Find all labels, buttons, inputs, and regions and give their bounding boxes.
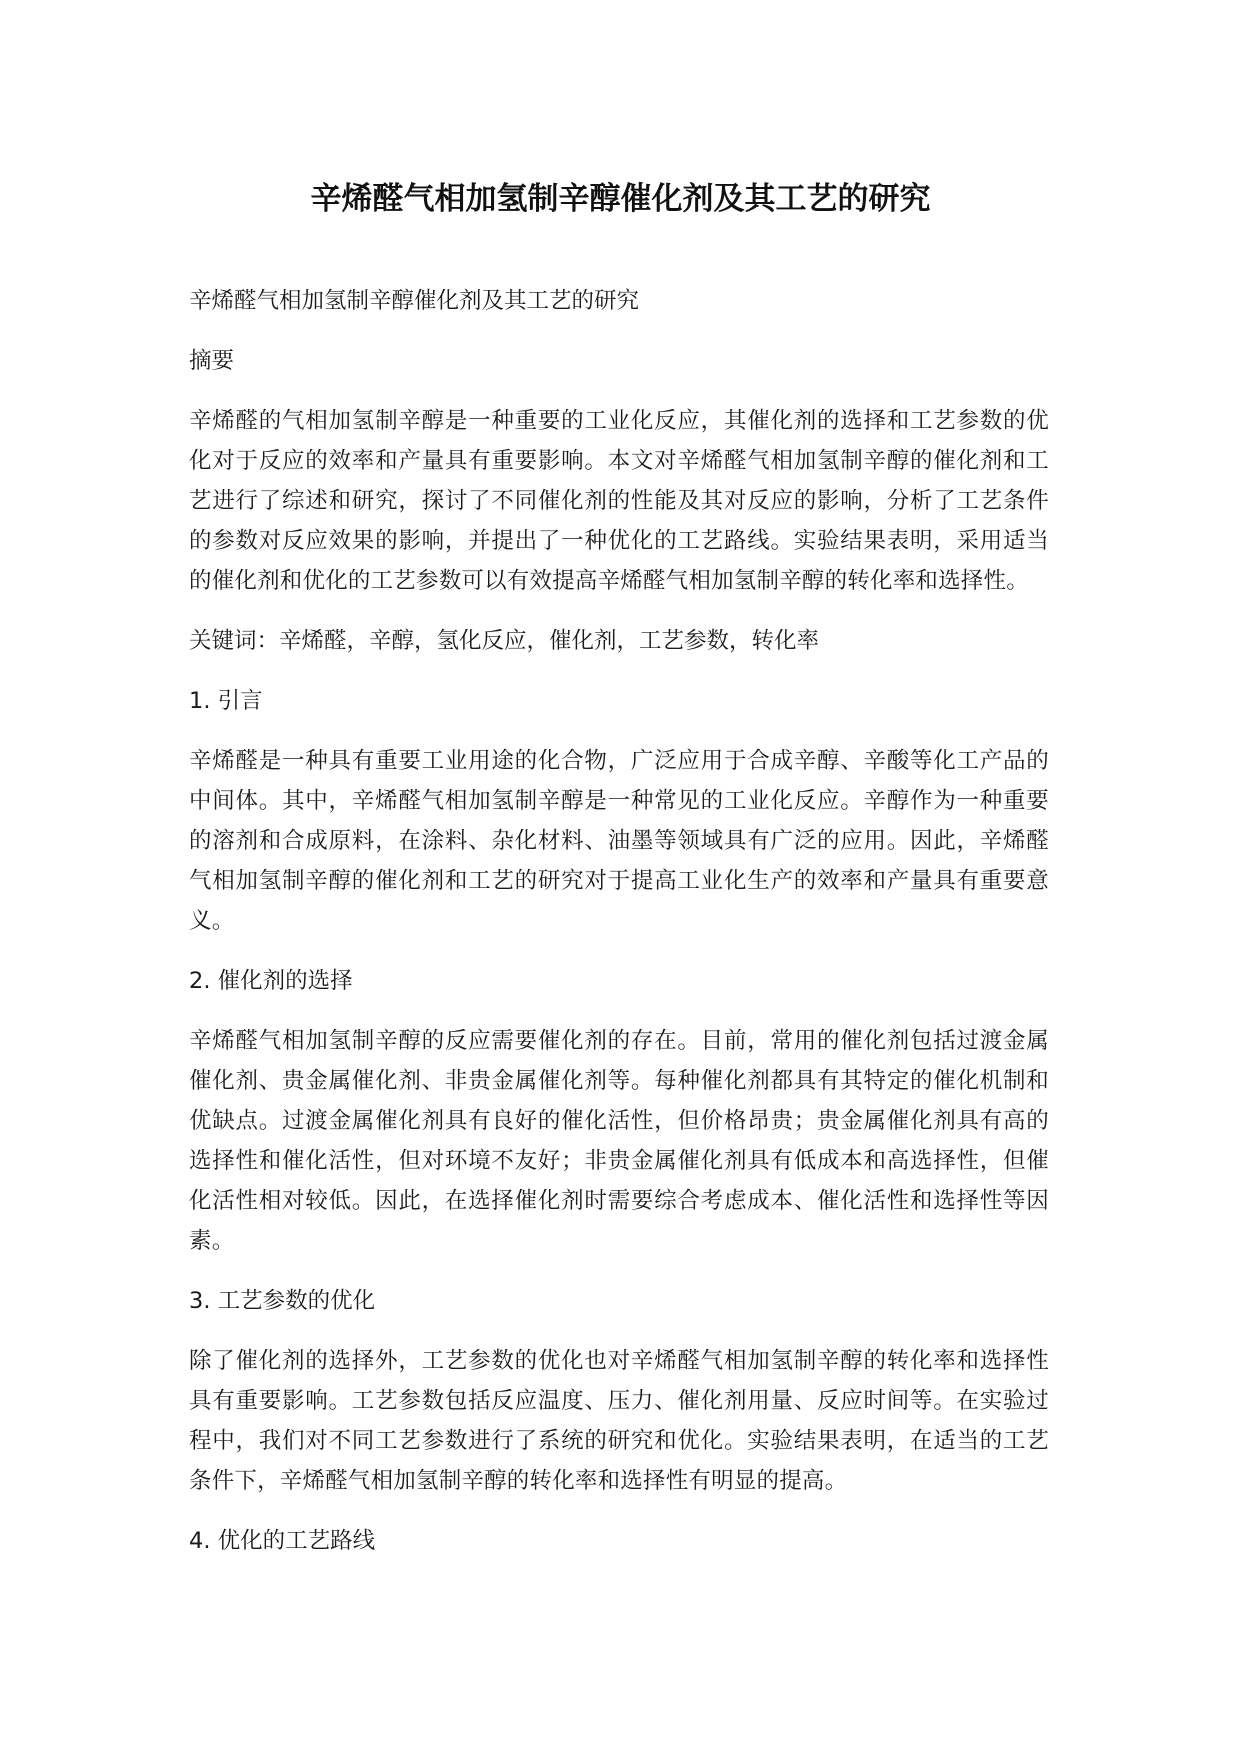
section-heading-catalyst-selection: 2. 催化剂的选择 xyxy=(189,968,353,994)
document-body xyxy=(189,281,1049,1581)
section-paragraph-introduction: 辛烯醛是一种具有重要工业用途的化合物，广泛应用于合成辛醇、辛酸等化工产品的中间体。其中，辛烯醛气相加氢制辛醇是一种常见的工业化反应。辛醇作为一种重要的溶剂和合成原料，在涂料、杂化材料、油墨等领域具有广泛的应用。因此，辛烯醛气相加氢制辛醇的催化剂和工艺的研究对于提高工业化生产的效率和产量具有重要意义。 xyxy=(189,748,1049,934)
document-subtitle: 辛烯醛气相加氢制辛醇催化剂及其工艺的研究 xyxy=(189,288,640,314)
section-paragraph-parameter-optimization: 除了催化剂的选择外，工艺参数的优化也对辛烯醛气相加氢制辛醇的转化率和选择性具有重要影响。工艺参数包括反应温度、压力、催化剂用量、反应时间等。在实验过程中，我们对不同工艺参数进行了系统的研究和优化。实验结果表明，在适当的工艺条件下，辛烯醛气相加氢制辛醇的转化率和选择性有明显的提高。 xyxy=(189,1348,1049,1494)
keywords-line: 关键词：辛烯醛，辛醇，氢化反应，催化剂，工艺参数，转化率 xyxy=(189,628,820,654)
section-paragraph-catalyst-selection: 辛烯醛气相加氢制辛醇的反应需要催化剂的存在。目前，常用的催化剂包括过渡金属催化剂、贵金属催化剂、非贵金属催化剂等。每种催化剂都具有其特定的催化机制和优缺点。过渡金属催化剂具有良好的催化活性，但价格昂贵；贵金属催化剂具有高的选择性和催化活性，但对环境不友好；非贵金属催化剂具有低成本和高选择性，但催化活性相对较低。因此，在选择催化剂时需要综合考虑成本、催化活性和选择性等因素。 xyxy=(189,1028,1049,1254)
section-heading-introduction: 1. 引言 xyxy=(189,688,263,714)
section-heading-parameter-optimization: 3. 工艺参数的优化 xyxy=(189,1288,376,1314)
abstract-paragraph: 辛烯醛的气相加氢制辛醇是一种重要的工业化反应，其催化剂的选择和工艺参数的优化对于反应的效率和产量具有重要影响。本文对辛烯醛气相加氢制辛醇的催化剂和工艺进行了综述和研究，探讨了不同催化剂的性能及其对反应的影响，分析了工艺条件的参数对反应效果的影响，并提出了一种优化的工艺路线。实验结果表明，采用适当的催化剂和优化的工艺参数可以有效提高辛烯醛气相加氢制辛醇的转化率和选择性。 xyxy=(189,408,1049,594)
document-title: 辛烯醛气相加氢制辛醇催化剂及其工艺的研究 xyxy=(310,181,931,217)
abstract-heading: 摘要 xyxy=(189,348,235,374)
section-heading-optimized-route: 4. 优化的工艺路线 xyxy=(189,1528,376,1554)
